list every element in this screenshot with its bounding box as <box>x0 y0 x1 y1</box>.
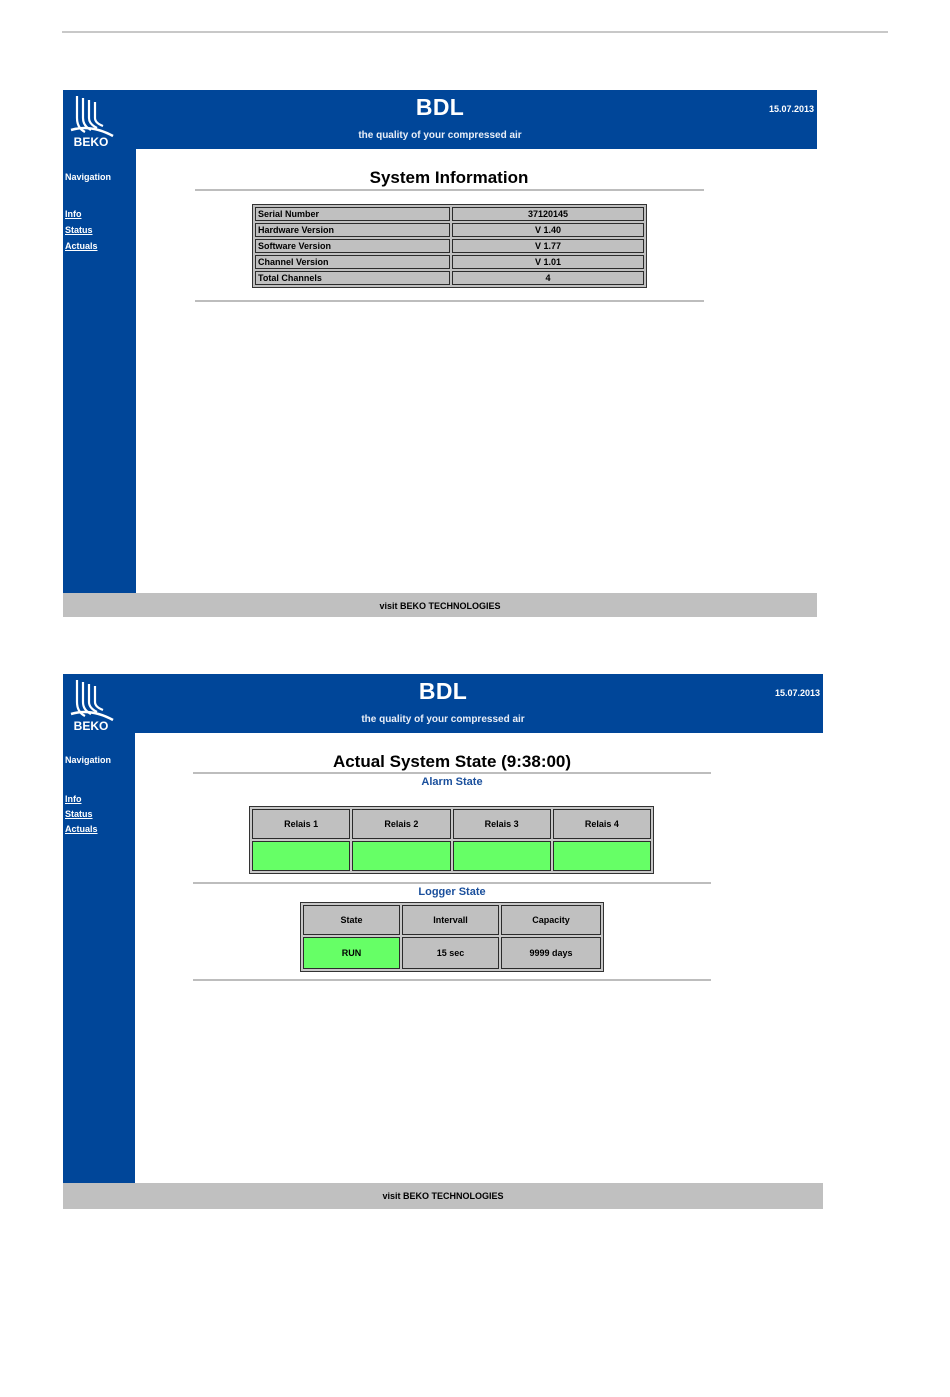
tagline: the quality of your compressed air <box>361 714 525 725</box>
app-title: BDL <box>418 678 468 704</box>
footer <box>63 1183 823 1209</box>
row-value: 37120145 <box>452 207 644 221</box>
logger-interval-value: 15 sec <box>402 937 499 969</box>
relais-header: Relais 4 <box>553 809 651 839</box>
row-label: Software Version <box>255 239 450 253</box>
table-row <box>255 255 644 269</box>
row-label: Total Channels <box>255 271 450 285</box>
table-row <box>303 937 601 969</box>
logger-capacity-value: 9999 days <box>501 937 601 969</box>
row-label: Channel Version <box>255 255 450 269</box>
divider <box>193 882 711 884</box>
page-top-rule <box>62 31 888 33</box>
logo-text: BEKO <box>73 719 109 732</box>
date: 15.07.2013 <box>768 104 814 114</box>
logger-column-header: State <box>303 905 400 935</box>
table-row <box>252 841 651 871</box>
footer-link[interactable]: visit BEKO TECHNOLOGIES <box>379 601 501 611</box>
row-value: V 1.01 <box>452 255 644 269</box>
page-header <box>63 674 823 733</box>
relais-header: Relais 2 <box>352 809 450 839</box>
relais-status-ok <box>553 841 651 871</box>
table-row <box>252 809 651 839</box>
nav-title: Navigation <box>65 172 112 182</box>
system-info-table <box>252 204 647 288</box>
table-row <box>255 271 644 285</box>
page-title: System Information <box>369 168 529 187</box>
logo-text: BEKO <box>73 135 109 148</box>
relais-status-ok <box>252 841 350 871</box>
row-value: V 1.40 <box>452 223 644 237</box>
logger-state-table <box>300 902 604 972</box>
nav-link-actuals[interactable]: Actuals <box>65 824 98 834</box>
table-row <box>255 223 644 237</box>
tagline: the quality of your compressed air <box>358 130 522 141</box>
sidebar <box>63 149 136 593</box>
sidebar <box>63 733 135 1183</box>
row-label: Hardware Version <box>255 223 450 237</box>
relais-header: Relais 3 <box>453 809 551 839</box>
logger-state-value: RUN <box>303 937 400 969</box>
nav-link-actuals[interactable]: Actuals <box>65 241 98 251</box>
footer-link[interactable]: visit BEKO TECHNOLOGIES <box>382 1191 504 1201</box>
alarm-state-heading: Alarm State <box>421 776 483 788</box>
page-title: Actual System State (9:38:00) <box>332 752 572 771</box>
table-row <box>255 239 644 253</box>
divider <box>195 300 704 302</box>
table-row <box>255 207 644 221</box>
divider <box>195 189 704 191</box>
system-info-screenshot <box>63 90 817 617</box>
nav-title: Navigation <box>65 755 112 765</box>
relais-status-ok <box>453 841 551 871</box>
date: 15.07.2013 <box>774 688 820 698</box>
row-value: V 1.77 <box>452 239 644 253</box>
nav-link-status[interactable]: Status <box>65 225 93 235</box>
nav-link-info[interactable]: Info <box>65 209 82 219</box>
logger-column-header: Capacity <box>501 905 601 935</box>
relais-header: Relais 1 <box>252 809 350 839</box>
page-header <box>63 90 817 149</box>
logger-column-header: Intervall <box>402 905 499 935</box>
footer <box>63 593 817 617</box>
relais-status-ok <box>352 841 450 871</box>
divider <box>193 979 711 981</box>
row-label: Serial Number <box>255 207 450 221</box>
system-state-screenshot <box>63 674 823 1209</box>
logger-state-heading: Logger State <box>418 886 486 898</box>
nav-link-status[interactable]: Status <box>65 809 93 819</box>
row-value: 4 <box>452 271 644 285</box>
alarm-state-table <box>249 806 654 874</box>
nav-link-info[interactable]: Info <box>65 794 82 804</box>
table-row <box>303 905 601 935</box>
app-title: BDL <box>415 94 465 120</box>
divider <box>193 772 711 774</box>
